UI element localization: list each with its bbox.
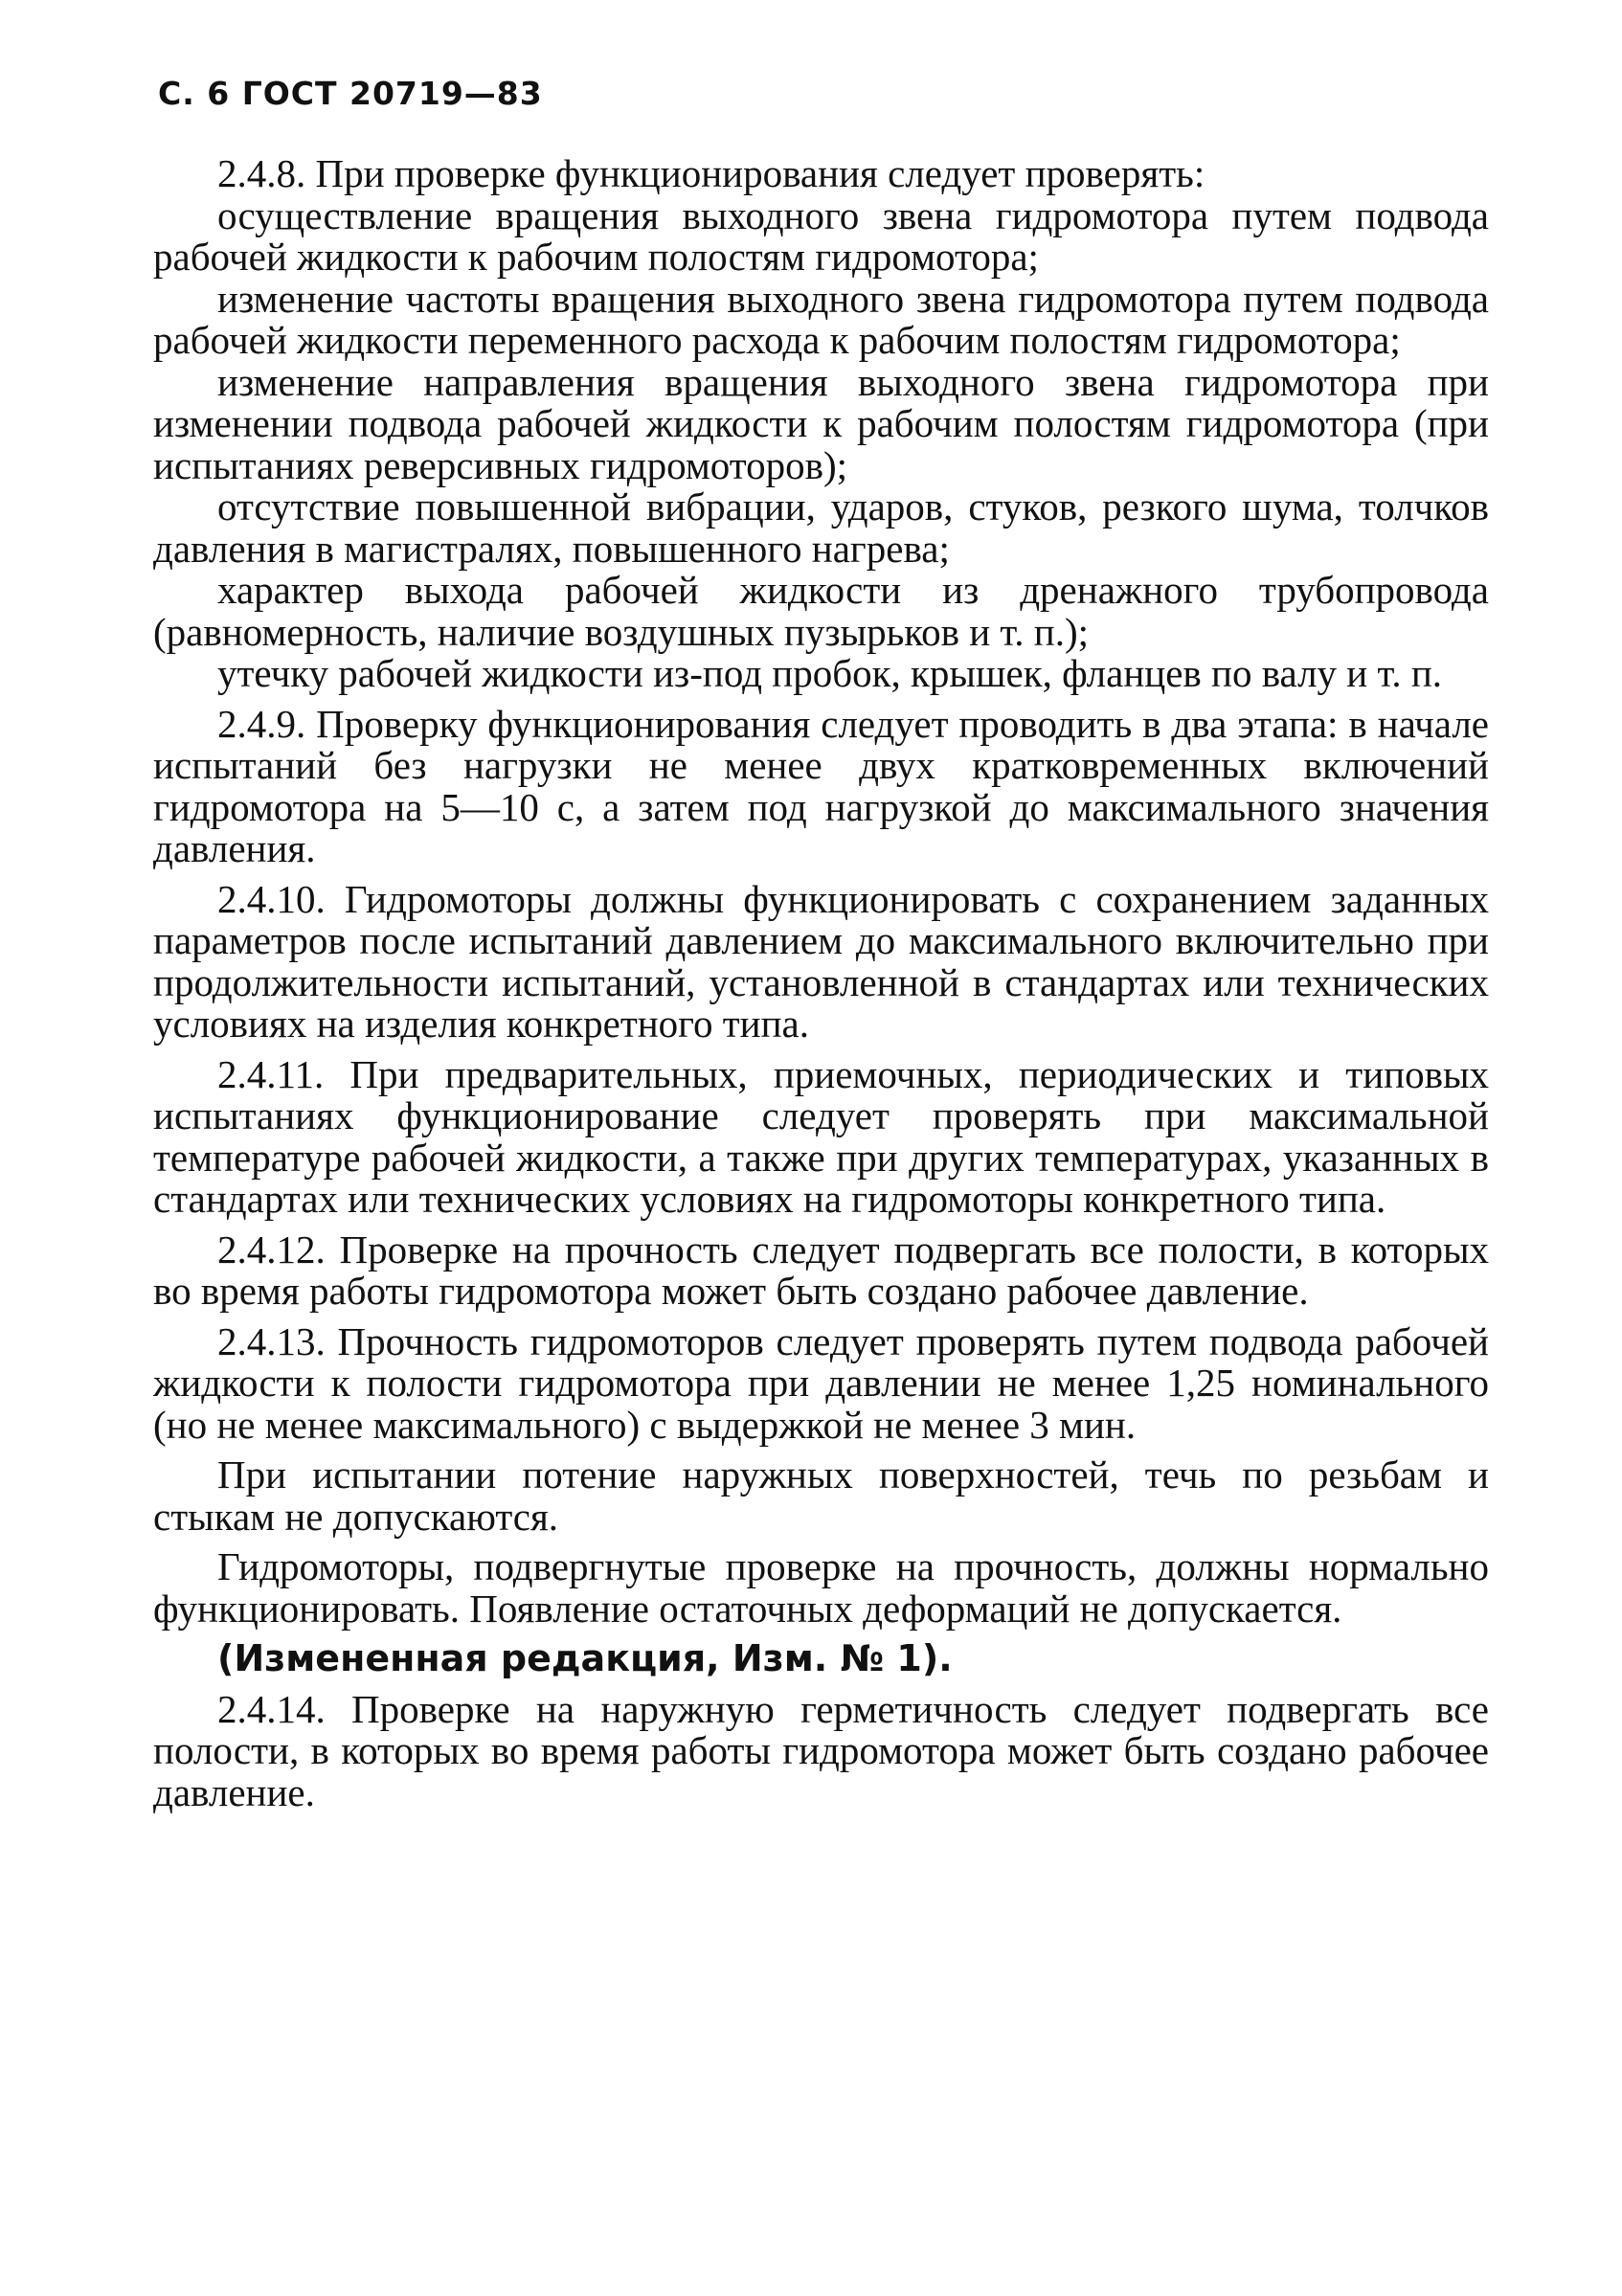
page-header: С. 6 ГОСТ 20719—83 [158, 75, 543, 112]
list-item-frequency: изменение частоты вращения выходного звена гидромотора путем подвода рабочей жидкости переменного расхода к рабочим полостям гидромотора; [153, 276, 1489, 362]
paragraph-2-4-11: 2.4.11. При предварительных, приемочных, периодических и типовых испытаниях функционирование следует проверять при максимальной температуре рабочей жидкости, а также при других температурах, указанных в стандартах или технических условиях на гидромоторы конкретного типа. [153, 1051, 1489, 1221]
list-item-drainage: характер выхода рабочей жидкости из дренажного трубопровода (равномерность, наличие воздушных пузырьков и т. п.); [153, 568, 1489, 654]
paragraph-sweating: При испытании потение наружных поверхностей, течь по резьбам и стыкам не допускаются. [153, 1452, 1489, 1539]
paragraph-2-4-8: 2.4.8. При проверке функционирования следует проверять: [217, 151, 1205, 195]
amendment-note: (Измененная редакция, Изм. № 1). [217, 1637, 953, 1679]
list-item-vibration: отсутствие повышенной вибрации, ударов, стуков, резкого шума, толчков давления в магистралях, повышенного нагрева; [153, 484, 1489, 571]
list-item-rotation: осуществление вращения выходного звена гидромотора путем подвода рабочей жидкости к рабочим полостям гидромотора; [153, 192, 1489, 279]
paragraph-2-4-14: 2.4.14. Проверке на наружную герметичность следует подвергать все полости, в которых во время работы гидромотора может быть создано рабочее давление. [153, 1686, 1489, 1814]
paragraph-2-4-13: 2.4.13. Прочность гидромоторов следует проверять путем подвода рабочей жидкости к полости гидромотора при давлении не менее 1,25 номинального (но не менее максимального) с выдержкой не менее 3 мин. [153, 1318, 1489, 1447]
paragraph-2-4-9: 2.4.9. Проверку функционирования следует проводить в два этапа: в начале испытаний без нагрузки не менее двух кратковременных включений гидромотора на 5—10 с, а затем под нагрузкой до максимального значения давления. [153, 701, 1489, 870]
paragraph-deformation: Гидромоторы, подвергнутые проверке на прочность, должны нормально функционировать. Появление остаточных деформаций не допускается. [153, 1544, 1489, 1631]
document-body [153, 153, 1489, 1813]
list-item-direction: изменение направления вращения выходного звена гидромотора при изменении подвода рабочей жидкости к рабочим полостям гидромотора (при испытаниях реверсивных гидромоторов); [153, 359, 1489, 487]
paragraph-2-4-10: 2.4.10. Гидромоторы должны функционировать с сохранением заданных параметров после испытаний давлением до максимального включительно при продолжительности испытаний, установленной в стандартах или технических условиях на изделия конкретного типа. [153, 876, 1489, 1046]
paragraph-2-4-12: 2.4.12. Проверке на прочность следует подвергать все полости, в которых во время работы гидромотора может быть создано рабочее давление. [153, 1227, 1489, 1313]
list-item-leakage: утечку рабочей жидкости из-под пробок, крышек, фланцев по валу и т. п. [217, 651, 1443, 695]
